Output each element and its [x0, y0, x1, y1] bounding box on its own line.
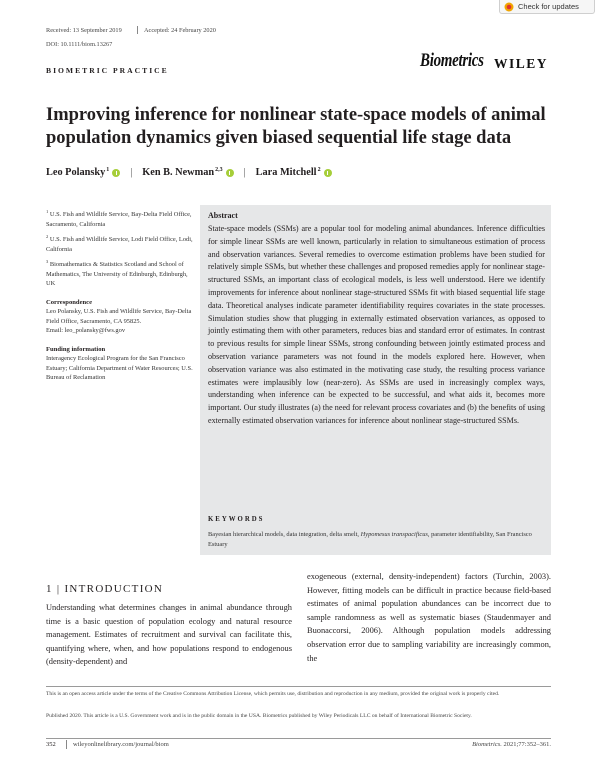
doi[interactable]: DOI: 10.1111/biom.13267 — [46, 41, 113, 48]
correspondence-heading: Correspondence — [46, 298, 93, 306]
funding-heading: Funding information — [46, 345, 106, 353]
intro-paragraph-left: Understanding what determines changes in animal abundance through time is a basic question of population ecology and natural resource management. Estimates of recruitment and survival can facilitate this, quantifying where, when, and how populations respond to endogenous (density-dependent) and — [46, 603, 292, 667]
affiliation-text: Biomathematics & Statistics Scotland and School of Mathematics, The University of Edinburgh, Edinburgh, UK — [46, 261, 188, 288]
keywords-text: Bayesian hierarchical models, data integration, delta smelt, — [208, 531, 361, 538]
citation-journal: Biometrics. — [472, 741, 502, 748]
abstract-text: State-space models (SSMs) are a popular tool for modeling animal abundances. Inference difficulties for simple linear SSMs are well known, particularly in relation to simultaneous estimation of process and observation variances. Several remedies to overcome estimation problems have been studied for relatively simple SSMs, but whether these challenges and proposed remedies apply for nonlinear stage-structured SSMs, an important class of ecological models, is less well understood. Here we identify improvements for inference about nonlinear stage-structured SSMs fit with biased sequential life stage data. Theoretical analyses indicate parameter identifiability requires covariates in the state processes. Simulation studies show that plugging in externally estimated observation variances, as opposed to jointly estimating them with other parameters, reduces bias and standard error of estimates. In contrast to previous results for simple linear SSMs, strong confounding between jointly estimated process and observation variance parameters was not found in the models explored here. However, when observation variance was also estimated in the motivating case study, the resulting process variance estimates were implausibly low (near-zero). As SSMs are used in increasingly complex ways, understanding when inference can be expected to be successful, and what aids it, becomes more important. Our study illustrates (a) the need for relevant process covariates and (b) the benefits of using externally estimated observation variances for inference about nonlinear stage-structured SSMs. — [208, 224, 545, 425]
page-footer-divider — [46, 738, 551, 739]
affiliation — [46, 257, 196, 289]
correspondence-email[interactable]: Email: leo_polansky@fws.gov — [46, 327, 126, 335]
author-list — [46, 167, 332, 178]
check-for-updates-badge[interactable] — [499, 0, 595, 14]
section-number: 1 — [46, 583, 53, 595]
article-title: Improving inference for nonlinear state-space models of animal population dynamics given biased sequential life stage data — [46, 105, 546, 148]
orcid-icon[interactable] — [226, 169, 234, 177]
license-note: This is an open access article under the terms of the Creative Commons Attribution License, which permits use, distribution and reproduction in any medium, provided the original work is properly cited. — [46, 691, 500, 697]
page-number: 352 — [46, 741, 56, 748]
author-name[interactable]: Lara Mitchell — [255, 167, 317, 178]
journal-citation — [472, 741, 551, 748]
article-section-label: BIOMETRIC PRACTICE — [46, 66, 169, 75]
update-check-icon — [504, 2, 514, 12]
section-title: INTRODUCTION — [64, 583, 164, 595]
author-affiliation-mark: 1 — [106, 166, 110, 173]
publication-note: Published 2020. This article is a U.S. Government work and is in the public domain in the USA. Biometrics published by Wiley Periodicals LLC on behalf of International Biometric Society. — [46, 713, 472, 719]
author-separator: | — [130, 167, 133, 178]
author-separator: | — [243, 167, 246, 178]
author-name[interactable]: Ken B. Newman — [142, 167, 215, 178]
footnote-divider — [46, 686, 551, 687]
affiliation-mark: 1 — [46, 209, 49, 214]
citation-volume: 2021;77:352–361. — [503, 741, 551, 748]
article-info-sidebar — [46, 207, 196, 383]
author-name[interactable]: Leo Polansky — [46, 167, 106, 178]
author-affiliation-mark: 2 — [317, 166, 321, 173]
intro-paragraph-right: exogeneous (external, density-independent) factors (Turchin, 2003). However, fitting models can be difficult in practice because field-based estimates of animal population abundances can be incorrect due to sample randomness as well as systematic biases (Staudenmayer and Buonaccorsi, 2006). Although population models addressing observation error due to sampling variability are increasingly common, the — [307, 572, 551, 663]
affiliation-text: U.S. Fish and Wildlife Service, Bay-Delta Field Office, Sacramento, California — [46, 211, 192, 228]
biometrics-logo: Biometrics — [420, 51, 484, 71]
affiliation-mark: 3 — [46, 259, 49, 265]
orcid-icon[interactable] — [112, 169, 120, 177]
affiliation — [46, 232, 196, 254]
received-date: Received: 13 September 2019 — [46, 27, 122, 34]
check-for-updates-label: Check for updates — [518, 2, 579, 11]
keyword-species: Hypomesus transpacificus — [360, 531, 428, 538]
section-heading-introduction — [46, 583, 163, 595]
keywords-list — [208, 530, 544, 549]
correspondence-address: Leo Polansky, U.S. Fish and Wildlife Service, Bay-Delta Field Office, Sacramento, CA 95825. — [46, 308, 192, 325]
affiliation-mark: 2 — [46, 234, 49, 240]
accepted-date: Accepted: 24 February 2020 — [144, 27, 216, 34]
abstract-heading: Abstract — [208, 211, 238, 220]
author-affiliation-mark: 2,3 — [215, 166, 223, 173]
orcid-icon[interactable] — [324, 169, 332, 177]
funding-text: Interagency Ecological Program for the San Francisco Estuary; California Department of Water Resources; U.S. Bureau of Reclamation — [46, 355, 193, 382]
journal-website-link[interactable]: wileyonlinelibrary.com/journal/biom — [73, 741, 169, 748]
keywords-text: , parameter identifiability, San Francisco Estuary — [208, 531, 532, 548]
affiliation-text: U.S. Fish and Wildlife Service, Lodi Field Office, Lodi, California — [46, 236, 193, 253]
footer-separator — [66, 740, 67, 749]
header-divider — [137, 26, 138, 34]
wiley-logo: WILEY — [494, 56, 549, 71]
keywords-heading: KEYWORDS — [208, 516, 265, 523]
section-separator: | — [56, 583, 61, 595]
affiliation — [46, 207, 196, 229]
